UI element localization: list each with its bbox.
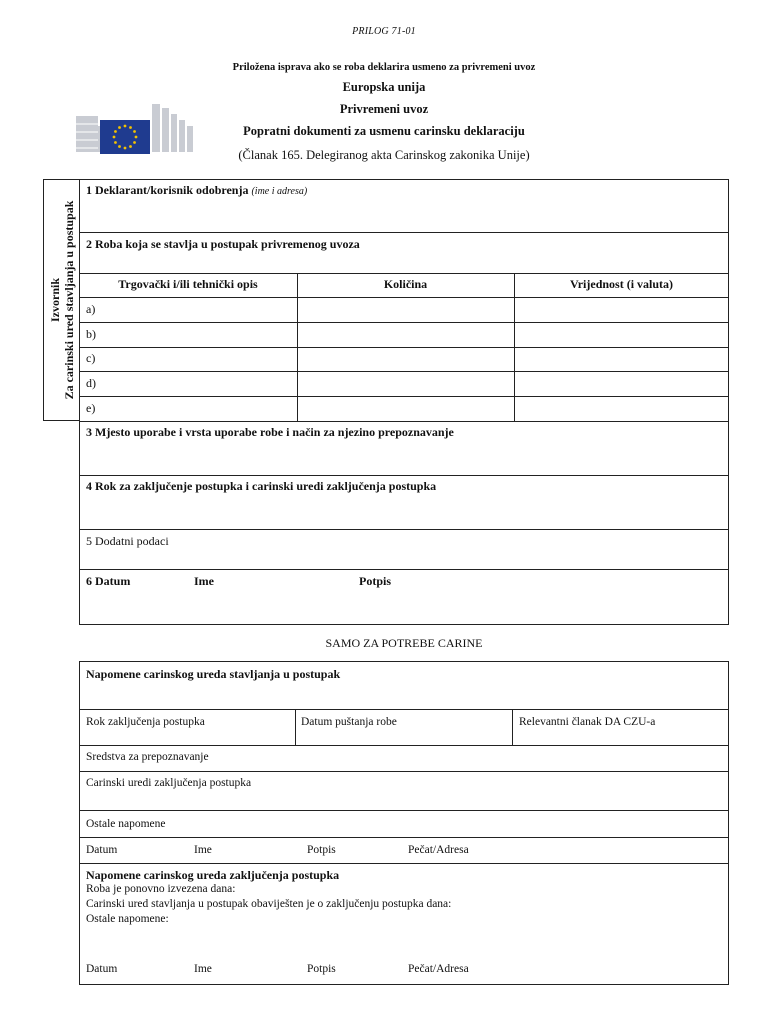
entry-office-remarks[interactable]: Napomene carinskog ureda stavljanja u postupak: [86, 667, 341, 681]
goods-row-e[interactable]: e): [86, 401, 96, 415]
form-title-document: Popratni dokumenti za usmenu carinsku deklaraciju: [243, 124, 525, 138]
eu-star: [129, 145, 132, 148]
form-title-procedure: Privremeni uvoz: [339, 102, 429, 116]
eu-star: [113, 136, 116, 139]
eu-star: [114, 130, 117, 133]
side-label-original: Izvornik: [47, 277, 62, 323]
release-date[interactable]: Datum puštanja robe: [301, 716, 397, 728]
col-description: Trgovački i/ili tehnički opis: [118, 277, 258, 291]
form-title-eu: Europska unija: [342, 80, 426, 94]
eu-star: [118, 126, 121, 129]
entry-stamp[interactable]: Pečat/Adresa: [408, 844, 469, 856]
field-1-declarant[interactable]: [86, 183, 307, 198]
closure-offices[interactable]: Carinski uredi zaključenja postupka: [86, 777, 252, 789]
goods-row-c[interactable]: c): [86, 351, 96, 365]
closure-deadline[interactable]: Rok zaključenja postupka: [86, 716, 205, 728]
eu-star: [133, 130, 136, 133]
eu-star: [133, 141, 136, 144]
field-3-place-of-use[interactable]: 3 Mjesto uporabe i vrsta uporabe robe i način za njezino prepoznavanje: [86, 425, 454, 439]
form-note: Priložena isprava ako se roba deklarira usmeno za privremeni uvoz: [232, 62, 536, 73]
identification-means[interactable]: Sredstva za prepoznavanje: [86, 751, 209, 763]
eu-star: [129, 126, 132, 129]
entry-name[interactable]: Ime: [194, 844, 212, 856]
exit-date[interactable]: Datum: [86, 963, 118, 975]
field-2-goods: 2 Roba koja se stavlja u postupak privremenog uvoza: [86, 237, 360, 251]
col-value: Vrijednost (i valuta): [569, 277, 674, 291]
field-6-date[interactable]: 6 Datum: [86, 574, 131, 588]
relevant-article[interactable]: Relevantni članak DA CZU-a: [519, 716, 656, 728]
field-6-signature[interactable]: Potpis: [359, 574, 392, 588]
entry-signature[interactable]: Potpis: [307, 844, 336, 856]
other-remarks[interactable]: Ostale napomene: [86, 818, 166, 830]
eu-commission-logo: [72, 96, 196, 156]
eu-star: [114, 141, 117, 144]
eu-star: [135, 136, 138, 139]
side-label: [48, 201, 76, 400]
customs-only-heading: SAMO ZA POTREBE CARINE: [325, 636, 483, 650]
exit-stamp[interactable]: Pečat/Adresa: [408, 963, 469, 975]
field-4-deadline[interactable]: 4 Rok za zaključenje postupka i carinski uredi zaključenja postupka: [86, 479, 437, 493]
form-subtitle: (Članak 165. Delegiranog akta Carinskog zakonika Unije): [238, 148, 530, 162]
eu-star: [124, 147, 127, 150]
eu-star: [124, 125, 127, 128]
field-6-name[interactable]: Ime: [194, 574, 214, 588]
exit-signature[interactable]: Potpis: [307, 963, 336, 975]
exit-name[interactable]: Ime: [194, 963, 212, 975]
goods-row-b[interactable]: b): [86, 327, 96, 341]
goods-row-d[interactable]: d): [86, 376, 96, 390]
field-1-hint: (ime i adresa): [251, 186, 308, 197]
col-quantity: Količina: [383, 277, 428, 291]
exit-other-remarks[interactable]: Ostale napomene:: [86, 913, 169, 925]
entry-date[interactable]: Datum: [86, 844, 118, 856]
goods-row-a[interactable]: a): [86, 302, 96, 316]
declarant-part: [79, 179, 729, 625]
reexported-date[interactable]: Roba je ponovno izvezena dana:: [86, 883, 236, 895]
annex-number: PRILOG 71-01: [352, 26, 416, 37]
customs-part: [79, 661, 729, 985]
field-1-label: 1 Deklarant/korisnik odobrenja: [86, 183, 249, 197]
side-label-box: [43, 179, 79, 421]
field-5-additional-info[interactable]: 5 Dodatni podaci: [86, 534, 169, 548]
eu-star: [118, 145, 121, 148]
side-label-office: Za carinski ured stavljanja u postupak: [61, 200, 76, 400]
exit-office-remarks[interactable]: Napomene carinskog ureda zaključenja postupka: [86, 868, 340, 882]
office-notified-date[interactable]: Carinski ured stavljanja u postupak obaviješten je o zaključenju postupka dana:: [86, 898, 452, 910]
